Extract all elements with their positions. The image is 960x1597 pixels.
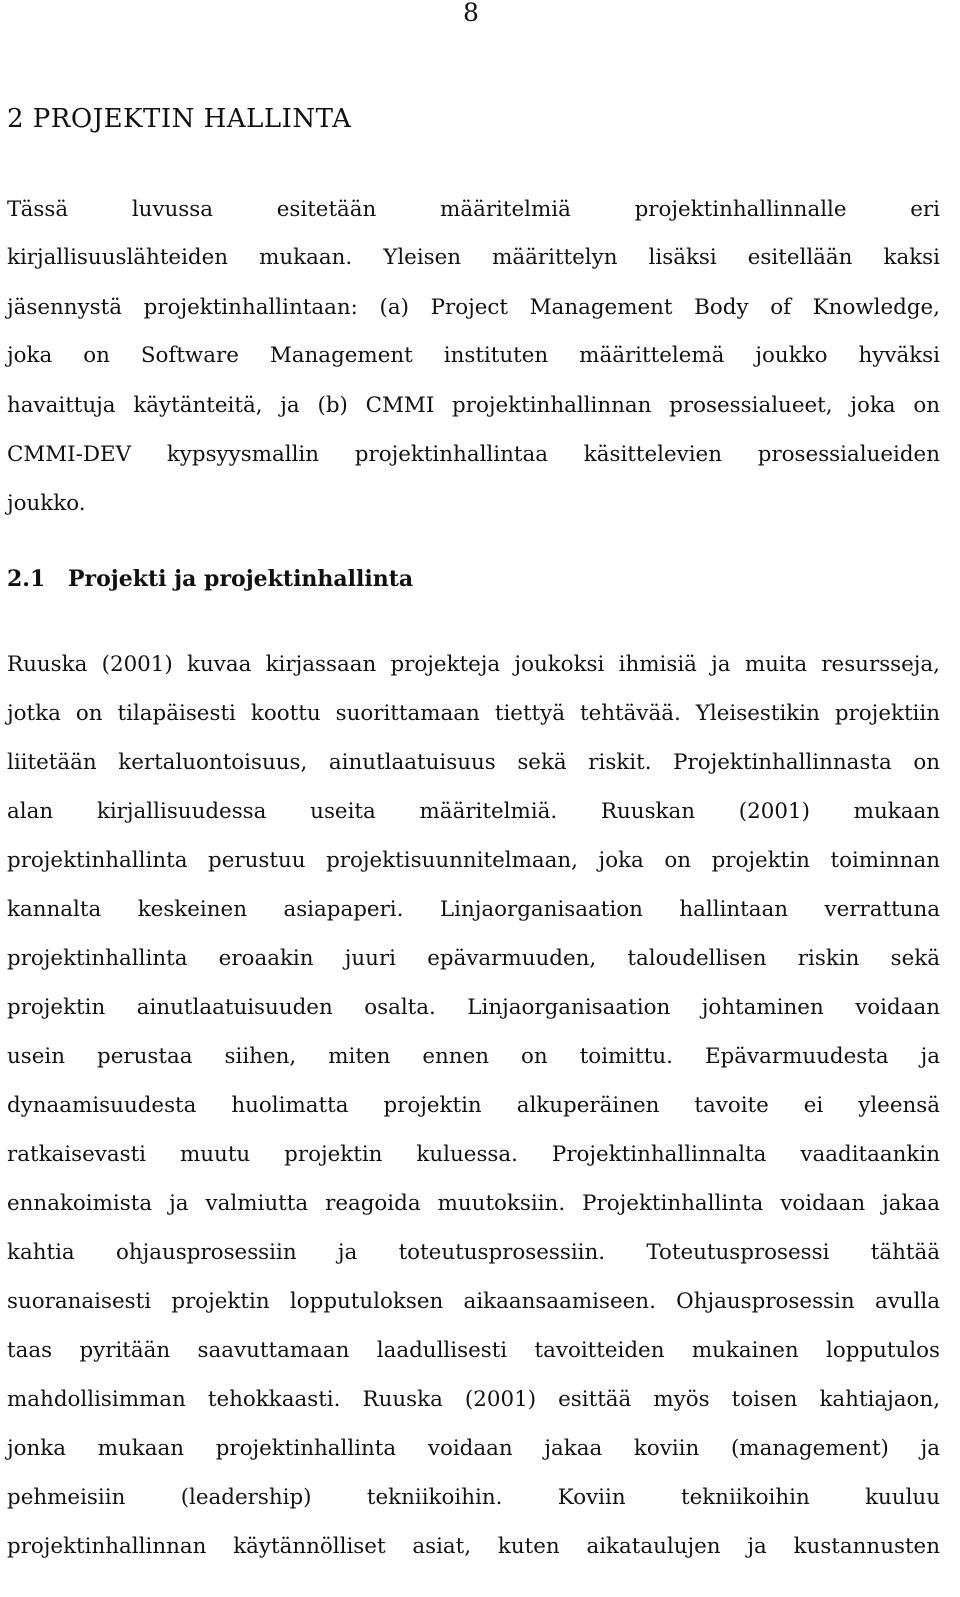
paragraph-line: kirjallisuuslähteiden mukaan. Yleisen määrittelyn lisäksi esitellään kaksi: [7, 245, 940, 270]
paragraph-line: usein perustaa siihen, miten ennen on toimittu. Epävarmuudesta ja: [7, 1044, 940, 1069]
paragraph-line: projektin ainutlaatuisuuden osalta. Linjaorganisaation johtaminen voidaan: [7, 995, 940, 1020]
paragraph-line: projektinhallinnan käytännölliset asiat, kuten aikataulujen ja kustannusten: [7, 1534, 940, 1559]
paragraph-line: jäsennystä projektinhallintaan: (a) Project Management Body of Knowledge,: [7, 295, 940, 320]
paragraph-line: taas pyritään saavuttamaan laadullisesti tavoitteiden mukainen lopputulos: [7, 1338, 940, 1363]
chapter-title: 2 PROJEKTIN HALLINTA: [7, 104, 352, 134]
paragraph-line: jonka mukaan projektinhallinta voidaan jakaa koviin (management) ja: [7, 1436, 940, 1461]
paragraph-line: dynaamisuudesta huolimatta projektin alkuperäinen tavoite ei yleensä: [7, 1093, 940, 1118]
paragraph-line: kahtia ohjausprosessiin ja toteutusprosessiin. Toteutusprosessi tähtää: [7, 1240, 940, 1265]
paragraph-line: joukko.: [7, 491, 86, 516]
paragraph-line: CMMI-DEV kypsyysmallin projektinhallintaa käsittelevien prosessialueiden: [7, 442, 940, 467]
paragraph-line: Ruuska (2001) kuvaa kirjassaan projekteja joukoksi ihmisiä ja muita resursseja,: [7, 652, 940, 677]
page-number: 8: [463, 0, 479, 27]
paragraph-line: pehmeisiin (leadership) tekniikoihin. Koviin tekniikoihin kuuluu: [7, 1485, 940, 1510]
paragraph-line: alan kirjallisuudessa useita määritelmiä. Ruuskan (2001) mukaan: [7, 799, 940, 824]
paragraph-line: Tässä luvussa esitetään määritelmiä projektinhallinnalle eri: [7, 197, 940, 222]
paragraph-line: ratkaisevasti muutu projektin kuluessa. Projektinhallinnalta vaaditaankin: [7, 1142, 940, 1167]
section-number: 2.1: [7, 566, 46, 592]
section-title: Projekti ja projektinhallinta: [68, 566, 414, 592]
paragraph-line: joka on Software Management instituten määrittelemä joukko hyväksi: [7, 343, 940, 368]
paragraph-line: ennakoimista ja valmiutta reagoida muutoksiin. Projektinhallinta voidaan jakaa: [7, 1191, 940, 1216]
paragraph-line: mahdollisimman tehokkaasti. Ruuska (2001) esittää myös toisen kahtiajaon,: [7, 1387, 940, 1412]
paragraph-line: projektinhallinta eroaakin juuri epävarmuuden, taloudellisen riskin sekä: [7, 946, 940, 971]
paragraph-line: kannalta keskeinen asiapaperi. Linjaorganisaation hallintaan verrattuna: [7, 897, 940, 922]
paragraph-line: projektinhallinta perustuu projektisuunnitelmaan, joka on projektin toiminnan: [7, 848, 940, 873]
paragraph-line: havaittuja käytänteitä, ja (b) CMMI projektinhallinnan prosessialueet, joka on: [7, 393, 940, 418]
paragraph-line: suoranaisesti projektin lopputuloksen aikaansaamiseen. Ohjausprosessin avulla: [7, 1289, 940, 1314]
paragraph-line: liitetään kertaluontoisuus, ainutlaatuisuus sekä riskit. Projektinhallinnasta on: [7, 750, 940, 775]
paragraph-line: jotka on tilapäisesti koottu suorittamaan tiettyä tehtävää. Yleisestikin projektiin: [7, 701, 940, 726]
section-heading: [7, 563, 413, 595]
